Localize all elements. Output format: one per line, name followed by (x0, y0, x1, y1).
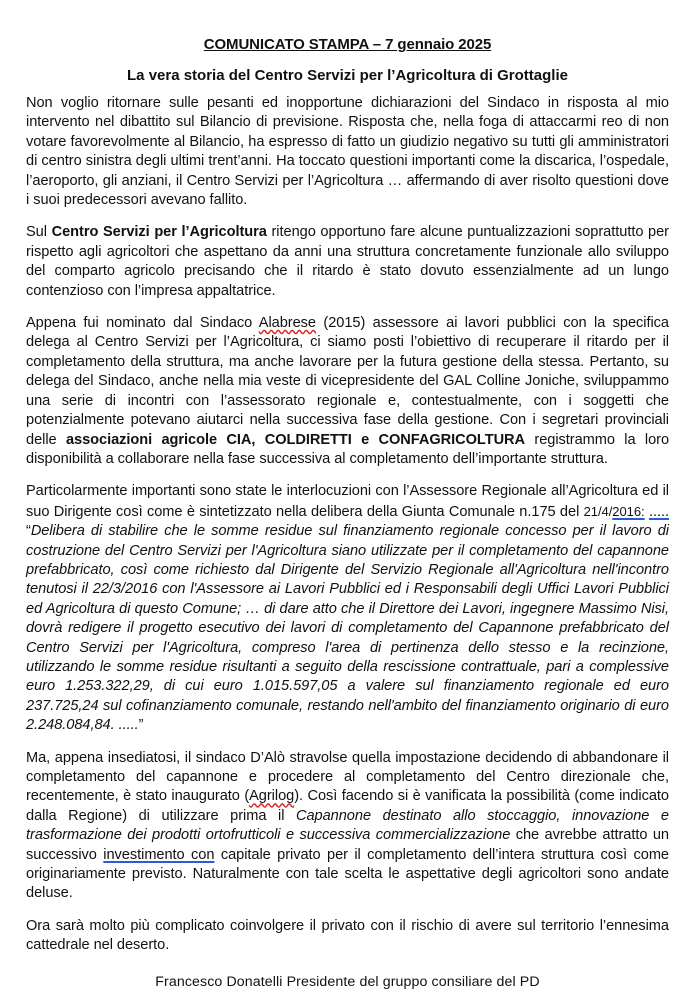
spellcheck-word: Agrilog (249, 788, 295, 805)
delibera-quote: Delibera di stabilire che le somme residue sul finanziamento regionale concesso per il lavoro di costruzione del Centro Servizi per l'Agricoltura siano utilizzate per il completamento del capannone prefabbricato, così come richiesto dal Dirigente del Servizio Regionale all'Agricoltura nell'incontro tenutosi il 22/3/2016 con l'Assessore ai Lavori Pubblici ed i Responsabili degli Uffici Lavori Pubblici ed Agricoltura di questo Comune; … di dare atto che il Direttore dei Lavori, ingegnere Massimo Nisi, dovrà redigere il progetto esecutivo dei lavori di completamento del Capannone prefabbricato del Centro Servizi per l'Agricoltura, compreso l'area di pertinenza dello stesso e la recinzione, utilizzando le somme residue risultanti a seguito della rescissione contrattuale, pari a complessive euro 1.253.322,29, di cui euro 1.015.597,05 a valere sul finanziamento regionale ed euro 237.725,24 sul cofinanziamento comunale, restando nell'ambito del finanziamento originario di euro 2.248.084,84. ..... (26, 523, 669, 734)
paragraph-dalo (26, 749, 669, 904)
paragraph-intro: Non voglio ritornare sulle pesanti ed inopportune dichiarazioni del Sindaco in risposta al mio intervento nel dibattito sul Bilancio di previsione. Risposta che, nella foga di attaccarmi reo di non votare favorevolmente al Bilancio, ha espresso di fatto un giudizio negativo su tutti gli amministratori di centro sinistra degli ultimi trent’anni. Ha toccato questioni importanti come la discarica, l’ospedale, l’aeroporto, gli anziani, il Centro Servizi per l’Agricoltura … affermando di aver risolto questioni dove i suoi predecessori avevano fallito. (26, 95, 669, 209)
date-text-underlined: 2016: (612, 503, 645, 519)
text-run: Sul (26, 224, 52, 241)
press-release-headline: COMUNICATO STAMPA – 7 gennaio 2025 (203, 36, 492, 53)
text-run: capitale privato per il completamento dell’intera struttura così come originariamente previsto. Naturalmente con tale scelta le aspettative degli agricoltori sono andate deluse. (26, 846, 669, 902)
italic-text: Capannone destinato allo stoccaggio, innovazione e trasformazione dei prodotti ortofrutticoli e successiva commercializzazione (26, 807, 669, 844)
spellcheck-word: Alabrese (258, 315, 316, 332)
bold-text: associazioni agricole CIA, COLDIRETTI e CONFAGRICOLTURA (65, 431, 526, 448)
paragraph-centro-servizi (26, 223, 669, 301)
text-run: (2015) assessore ai lavori pubblici con la specifica delega al Centro Servizi per l’Agricoltura, ci siamo posti l’obiettivo di recuperare il ritardo per il completamento della struttura, ma anche lavorare per la futura gestione della stessa. Pertanto, su delega del Sindaco, anche nella mia veste di vicepresidente del GAL Colline Joniche, sviluppammo una serie di incontri con l’assessorato regionale e, contestualmente, con i soggetti che potenzialmente potevano aiutarci nella successiva fase della gestione. Con i segretari provinciali delle (26, 315, 669, 448)
text-run: ritengo opportuno fare alcune puntualizzazioni soprattutto per rispetto agli agricoltori che aspettano da anni una struttura concretamente funzionale allo sviluppo del comparto agricolo precisando che il ritardo è stato dovuto essenzialmente ad un lungo contenzioso con l’impresa appaltatrice. (26, 224, 669, 299)
grammar-underlined-text: investimento con (103, 846, 215, 863)
paragraph-nomination (26, 314, 669, 469)
text-run: Appena fui nominato dal Sindaco (26, 315, 259, 332)
paragraph-delibera (26, 482, 669, 735)
paragraph-conclusion: Ora sarà molto più complicato coinvolgere il privato con il rischio di avere sul territorio l’ennesima cattedrale nel deserto. (26, 917, 669, 954)
text-run: “ (26, 523, 31, 540)
ellipsis-underlined: ..... (648, 503, 669, 520)
date-text: 21/4/ (583, 503, 613, 519)
text-run: Particolarmente importanti sono state le interlocuzioni con l’Assessore Regionale all’Agricoltura ed il suo Dirigente così come è sintetizzato nella delibera della Giunta Comunale n.175 del (26, 483, 669, 520)
signature: Francesco Donatelli Presidente del gruppo consiliare del PD (155, 973, 540, 990)
text-run: registrammo la loro disponibilità a collaborare nella fase successiva al completamento dell’importante struttura. (26, 431, 670, 467)
text-run: Ma, appena insediatosi, il sindaco D’Alò stravolse quella impostazione decidendo di abbandonare il completamento del capannone e procedere al completamento del Centro direzionale che, recentemente, è stato inaugurato ( (26, 749, 669, 805)
press-release-title: La vera storia del Centro Servizi per l’Agricoltura di Grottaglie (127, 67, 568, 84)
text-run: ” (138, 717, 144, 734)
text-run: ). Così facendo si è vanificata la possibilità (come indicato dalla Regione) di utilizzare prima il (26, 788, 669, 824)
text-run: che avrebbe attratto un successivo (26, 827, 670, 863)
bold-text: Centro Servizi per l’Agricoltura (51, 224, 267, 241)
